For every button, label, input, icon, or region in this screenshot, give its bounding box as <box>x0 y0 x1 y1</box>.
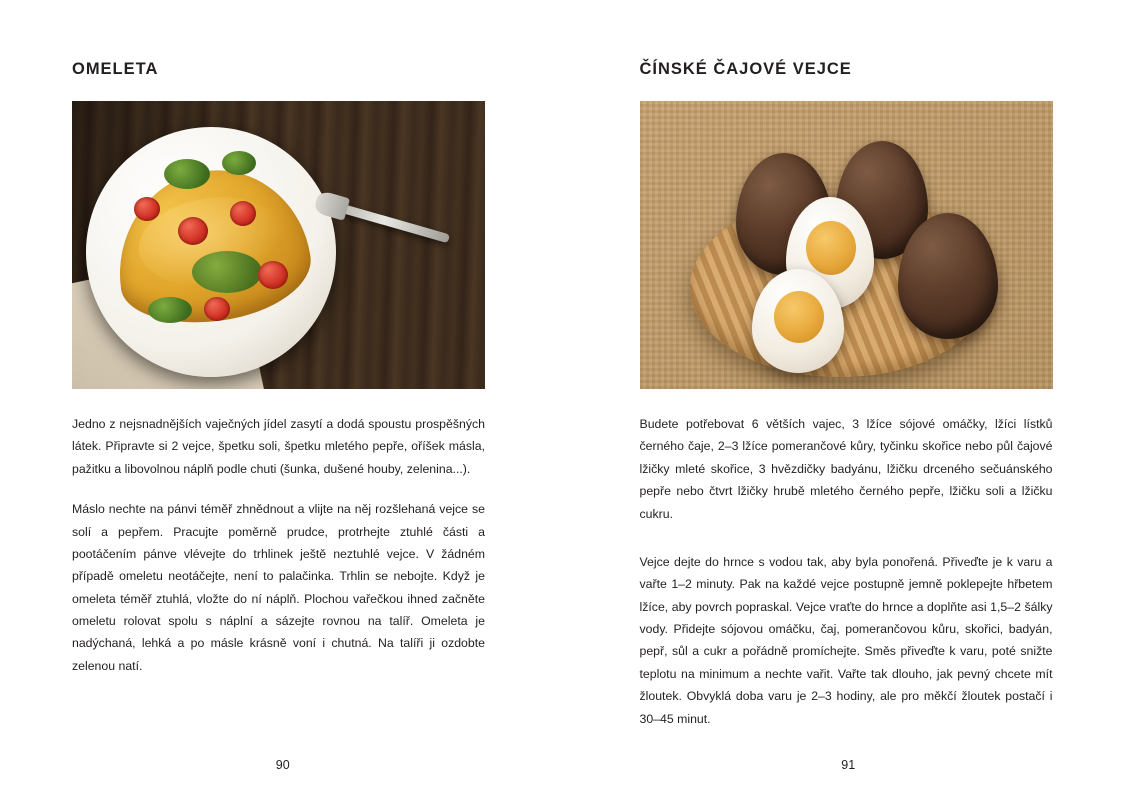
tomato-slice-icon <box>204 297 230 321</box>
paragraph: Máslo nechte na pánvi téměř zhnědnout a vlijte na něj rozšlehaná vejce se solí a pepřem. Pracujte poměrně prudce, protrhejte ztuhlé části a pootáčením pánve vlévejte do trhlinek ještě neztuhlé vejce. V žádném případě omeletu neotáčejte, není to palačinka. Trhlin se nebojte. Když je omeleta téměř ztuhlá, vložte do ní náplň. Plochou vařečkou ihned začněte omeletu rolovat spolu s náplní a sázejte rovnou na talíř. Omeleta je nadýchaná, lehká a po másle krásně voní i chutná. Na talíři ji ozdobte zelenou natí. <box>72 502 485 673</box>
tomato-slice-icon <box>230 201 256 226</box>
paragraph: Vejce dejte do hrnce s vodou tak, aby byla ponořená. Přiveďte je k varu a vařte 1–2 minuty. Pak na každé vejce postupně jemně poklepejte hřbetem lžíce, aby povrch popraskal. Vejce vraťte do hrnce a doplňte asi 1,5–2 šálky vody. Přidejte sójovou omáčku, čaj, pomerančovou kůru, skořici, badyán, pepř, sůl a cukr a pořádně promíchejte. Směs přiveďte k varu, poté snižte teplotu na minimum a nechte vařit. Vařte tak dlouho, jak pevný chcete mít žloutek. Obvyklá doba varu je 2–3 hodiny, ale pro měkčí žloutek postačí i 30–45 minut. <box>639 554 1053 726</box>
right-page <box>566 0 1131 800</box>
yolk-shape <box>806 221 856 275</box>
tea-eggs-photo <box>640 101 1053 389</box>
paragraph: Jedno z nejsnadnějších vaječných jídel zasytí a dodá spoustu prospěšných látek. Připravte si 2 vejce, špetku soli, špetku mletého pepře, oříšek másla, pažitku a libovolnou náplň podle chuti (šunka, dušené houby, zelenina...). <box>72 417 485 476</box>
tomato-slice-icon <box>258 261 288 289</box>
tomato-slice-icon <box>134 197 160 221</box>
tomato-slice-icon <box>178 217 208 245</box>
page-title: ČÍNSKÉ ČAJOVÉ VEJCE <box>639 60 852 78</box>
fork-icon <box>340 204 450 244</box>
omelette-photo <box>72 101 485 389</box>
page-title: OMELETA <box>72 60 159 78</box>
yolk-shape <box>774 291 824 343</box>
parsley-icon <box>192 251 262 293</box>
page-number: 91 <box>841 758 856 772</box>
right-page-content <box>640 60 1053 760</box>
parsley-icon <box>222 151 256 175</box>
parsley-icon <box>164 159 210 189</box>
left-page-content <box>72 60 485 760</box>
page-number: 90 <box>275 758 290 772</box>
paragraph: Budete potřebovat 6 větších vajec, 3 lžíce sójové omáčky, lžíci lístků černého čaje, 2–3 lžíce pomerančové kůry, tyčinku skořice nebo půl čajové lžičky mleté skořice, 3 hvězdičky badyánu, lžičku drceného sečuánského pepře nebo čtvrt lžičky hrubě mletého černého pepře, lžičku soli a lžičku cukru. <box>639 417 1053 521</box>
parsley-icon <box>148 297 192 323</box>
